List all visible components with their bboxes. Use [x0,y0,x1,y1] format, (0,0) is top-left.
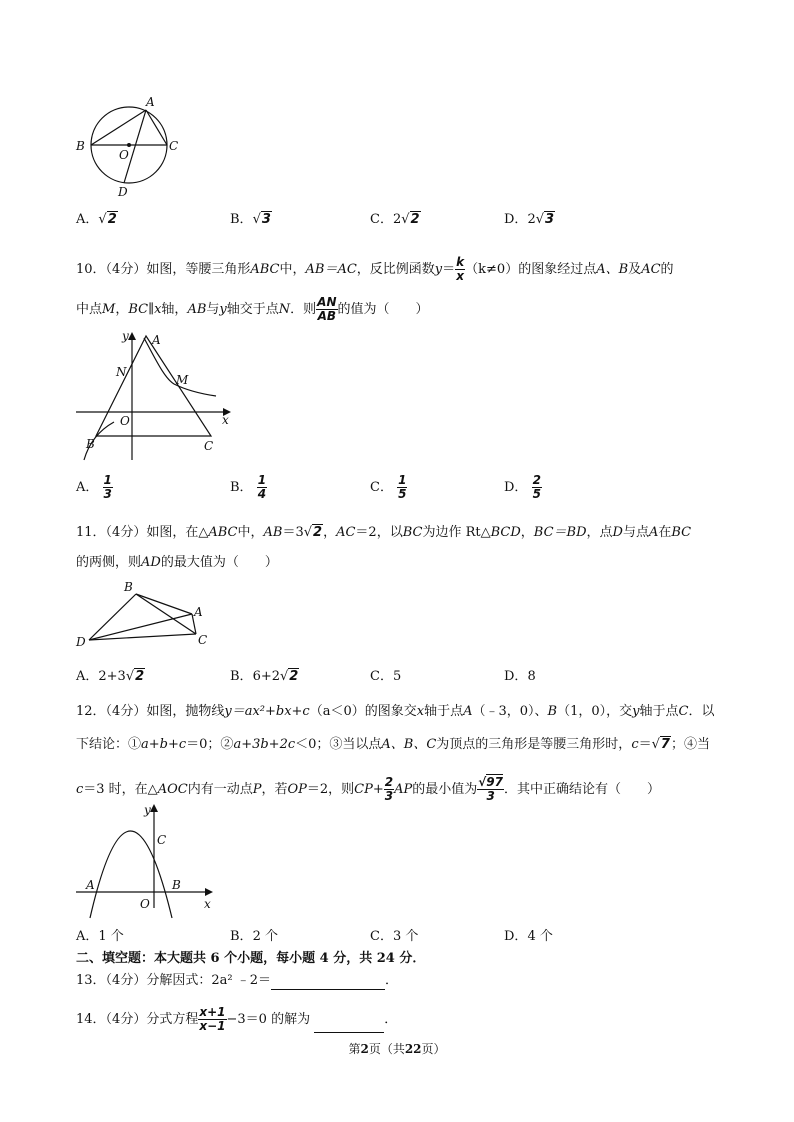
q10-option-d-letter: D． [504,480,528,495]
q11-t21: AD [141,555,161,570]
q11-option-b-rad: 2 [289,669,299,684]
q11-t22: 的最大值为（ ） [160,555,278,570]
q10-t8: （k≠0） [465,262,519,277]
q9-label-o: O [119,148,129,162]
q9-chord-ba [91,110,146,145]
q9-option-b-rad: 3 [261,212,271,227]
q10-t4: AB＝AC [305,262,357,277]
q12-t13: ．以 [688,704,715,719]
q9-option-d [504,211,555,229]
q11-t8: ＝2，以 [355,525,403,540]
q12-line2 [76,736,710,754]
q9-figure [74,92,184,200]
q12-frac-den: 3 [384,789,394,803]
q10-option-a-letter: A． [76,480,99,495]
q10-option-b-num: 1 [257,473,267,487]
q9-label-a: A [146,95,155,109]
q12-option-a-text: 1 个 [98,929,124,944]
q10-func-frac [455,256,465,283]
q12-min-num: √97 [478,775,503,789]
q12-t16: ＝0；② [186,737,234,752]
q10-option-c-frac [397,474,407,501]
q10-t7: ＝ [442,262,456,277]
q12-t2: y＝ax²+bx+c [224,704,310,719]
q11-seg-ba [136,594,192,614]
q12-t4: x [416,704,425,719]
q13-text: 分解因式：2a² ﹣2＝ [146,973,271,988]
footer-page: 2 [360,1042,369,1056]
footer-post: 页） [421,1042,446,1056]
q11-number: 11． [76,525,106,540]
q9-option-b [230,211,272,229]
q11-option-b [230,668,299,686]
q11-t1: 如图，在△ [146,525,209,540]
q10-t14: 中点 [76,302,103,317]
q14-num: x+1 [199,1005,226,1019]
q10-option-d-den: 5 [532,487,541,501]
q12-t1: 如图，抛物线 [146,704,225,719]
q10-option-b-den: 4 [257,487,267,501]
q10-label-m: M [176,373,189,387]
q10-option-c-letter: C． [370,480,393,495]
q9-option-c-sqrt: √2 [401,212,420,227]
q10-t11: 及 [628,262,642,277]
q11-option-b-letter: B． [230,669,253,684]
q10-line2 [76,296,429,323]
q11-t11: BCD [490,525,521,540]
q12-t25: ＝3 时，在△ [83,782,158,797]
q10-t16: ， [115,302,129,317]
q14-answer-blank[interactable] [314,1019,384,1033]
q10-figure [74,326,244,466]
q12-score: （4分） [105,704,147,719]
q11-option-c-text: 5 [392,669,402,684]
q12-label-o: O [140,897,150,911]
q13-score: （4分） [105,973,147,988]
q12-option-c [370,928,418,946]
q10-option-d-frac [532,474,542,501]
q11-t12: ， [520,525,534,540]
q12-t19: A、B、C [381,737,437,752]
q9-chord-ad [124,110,146,183]
q10-t13: 的 [660,262,674,277]
q11-t6: ， [323,525,337,540]
q11-t9: BC [402,525,423,540]
q10-t5: ，反比例函数 [356,262,435,277]
q10-option-c-den: 5 [398,487,407,501]
q12-frac-num: 2 [384,775,394,789]
q10-t18: 轴， [161,302,188,317]
q12-option-d [504,928,553,946]
q11-t20: 的两侧，则 [76,555,142,570]
q14-frac [198,1006,226,1033]
q10-t24: ．则 [290,302,317,317]
q10-number: 10． [76,262,106,277]
q12-t32: CP [354,782,373,797]
q12-option-d-text: 4 个 [527,929,553,944]
page-footer [0,1040,794,1057]
q12-label-a: A [86,878,95,892]
q9-option-c-rad: 2 [410,212,420,227]
q10-t23: N [278,302,291,317]
q11-t2: ABC [208,525,238,540]
q11-t19: BC [671,525,692,540]
q10-ratio-den: AB [317,309,337,323]
q10-t9: 的图象经过点 [518,262,597,277]
q10-t17: BC∥x [128,302,162,317]
q10-option-d-num: 2 [532,473,541,487]
q9-option-b-letter: B． [230,212,253,227]
q12-t20: 为顶点的三角形是等腰三角形时， [436,737,632,752]
q11-option-a [76,668,145,686]
q12-option-c-text: 3 个 [392,929,419,944]
q13-line [76,972,398,990]
q12-option-c-letter: C． [370,929,393,944]
q9-option-d-rad: 3 [545,212,555,227]
q12-t15: a+b+c [141,737,187,752]
q11-line2 [76,554,278,572]
q10-option-b-letter: B． [230,480,253,495]
q12-option-b-letter: B． [230,929,253,944]
q14-line [76,1006,397,1033]
q12-option-a-letter: A． [76,929,99,944]
q10-ratio-num: AN [317,295,337,309]
q12-option-b [230,928,278,946]
q12-t3: （a＜0）的图象交 [309,704,417,719]
q11-option-d-letter: D． [504,669,528,684]
q12-option-b-text: 2 个 [252,929,278,944]
q11-label-a: A [194,605,203,619]
q10-t15: M [102,302,116,317]
q12-option-d-letter: D． [504,929,528,944]
q11-label-c: C [198,633,208,647]
q12-t17: a+3b+2c [233,737,296,752]
q9-chord-ac [146,110,167,145]
q11-option-b-sqrt: √2 [280,669,299,684]
q10-t19: AB [187,302,207,317]
q11-t4: AB [263,525,283,540]
q9-option-b-sqrt: √3 [252,212,271,227]
q11-t17: A [648,525,659,540]
footer-total: 22 [404,1042,422,1056]
q12-t29: ，若 [261,782,288,797]
q12-t22: ＝ [638,737,652,752]
q12-t12: C [678,704,689,719]
q10-label-x: x [222,413,229,427]
q11-line1 [76,524,691,542]
q12-t9: （1，0），交 [557,704,633,719]
q11-figure [74,578,224,650]
q12-t5: 轴于点 [424,704,464,719]
q10-t1: 如图，等腰三角形 [146,262,251,277]
q11-option-d [504,668,536,686]
q12-t36: ．其中正确结论有（ ） [504,782,661,797]
q10-t2: ABC [250,262,280,277]
q11-t16: 与点 [622,525,649,540]
q10-t12: AC [641,262,661,277]
q12-figure [74,804,224,920]
q12-t11: 轴于点 [639,704,679,719]
q12-x-arrow [205,888,213,896]
q10-option-a-num: 1 [103,473,112,487]
q12-t28: P [252,782,262,797]
q11-t10: 为边作 Rt△ [422,525,491,540]
q11-option-b-pre: 6+2 [252,669,280,684]
q10-label-a: A [152,333,161,347]
q9-option-a-letter: A． [76,212,99,227]
q10-score: （4分） [105,262,147,277]
q11-label-b: B [124,580,133,594]
q9-option-c [370,211,421,229]
q9-center-dot [127,143,131,147]
q10-ratio-frac [316,296,337,323]
q11-option-a-sqrt: √2 [125,669,145,684]
q11-option-c-letter: C． [370,669,393,684]
q10-func-num: k [456,255,465,269]
q10-t3: 中， [279,262,306,277]
q11-score: （4分） [105,525,147,540]
q12-number: 12． [76,704,106,719]
q9-option-c-letter: C． [370,212,393,227]
q12-t14: 下结论：① [76,737,142,752]
q10-option-c [370,474,407,501]
q11-option-c [370,668,401,686]
q10-option-a-den: 3 [103,487,112,501]
q10-t21: y [219,302,227,317]
q11-option-a-rad: 2 [135,669,145,684]
q14-pre: 分式方程 [146,1012,199,1027]
q9-option-d-letter: D． [504,212,528,227]
q11-seg-dc [89,634,196,640]
q9-label-c: C [169,139,179,153]
q10-label-c: C [204,439,214,453]
q14-end: ． [384,1012,398,1027]
q9-option-a-sqrt: √2 [98,212,117,227]
q10-option-b [230,474,267,501]
q12-label-x: x [204,897,211,911]
q10-triangle [96,336,211,436]
q9-option-a [76,211,118,229]
q12-label-y: y [144,804,151,817]
q11-seg-da [89,614,192,640]
q10-label-b: B [86,437,95,451]
q12-t23: ；④当 [670,737,710,752]
q14-den: x−1 [199,1019,226,1033]
q9-label-d: D [118,185,128,199]
q11-option-a-pre: 2+3 [98,669,126,684]
q12-t26: AOC [157,782,188,797]
q12-t34: AP [394,782,413,797]
q12-line3 [76,776,660,803]
q13-number: 13． [76,973,106,988]
q10-option-c-num: 1 [398,473,407,487]
q12-y-arrow [150,804,158,812]
q13-answer-blank[interactable] [271,976,385,990]
q9-option-d-sqrt: √3 [535,212,555,227]
q11-t14: ，点 [586,525,613,540]
q12-t24: c [76,782,84,797]
q10-option-a-frac [103,474,113,501]
q12-t35: 的最小值为 [412,782,478,797]
q12-line1 [76,703,714,721]
q11-option-a-letter: A． [76,669,99,684]
q10-t10: A、B [596,262,629,277]
q12-t8: B [547,704,558,719]
q10-y-arrow [128,332,136,340]
q11-t15: D [612,525,623,540]
q12-min-den: 3 [486,789,495,803]
q12-label-c: C [157,833,167,847]
q9-option-a-rad: 2 [107,212,117,227]
q10-t25: 的值为（ ） [337,302,429,317]
footer-pre: 第 [348,1042,361,1056]
q12-label-b: B [172,878,181,892]
q12-t31: ＝2，则 [306,782,355,797]
q12-t27: 内有一动点 [187,782,253,797]
q10-t22: 轴交于点 [226,302,279,317]
q11-t3: 中， [237,525,264,540]
q13-end: ． [384,973,398,988]
q9-option-d-coef: 2 [527,212,536,227]
q12-t30: OP [287,782,307,797]
q11-seg-db [89,594,136,640]
q10-func-den: x [456,269,465,283]
q10-line1 [76,256,674,283]
q12-sqrt7: √7 [651,737,670,752]
q12-t18: ＜0；③当以点 [295,737,382,752]
q11-t7: AC [336,525,356,540]
q9-label-b: B [76,139,85,153]
q10-label-y: y [122,329,129,343]
q12-min-frac [477,776,504,803]
section-heading: 二、填空题：本大题共 6 个小题，每小题 4 分，共 24 分． [76,951,426,966]
q14-score: （4分） [105,1012,147,1027]
q12-t6: A [463,704,473,719]
q12-t21: c [631,737,639,752]
q10-label-o: O [120,414,130,428]
q11-seg-bc [136,594,196,634]
q11-option-d-text: 8 [527,669,536,684]
q14-post: −3＝0 的解为 [226,1012,311,1027]
q10-t6: y [434,262,443,277]
q11-t13: BC＝BD [533,525,587,540]
q10-option-a [76,474,113,501]
q12-t10: y [632,704,640,719]
q11-t5: ＝3 [282,525,304,540]
q11-label-d: D [76,635,86,649]
q11-rad: 2 [313,525,323,540]
q9-option-c-coef: 2 [392,212,402,227]
q12-frac [384,776,394,803]
q10-option-b-frac [257,474,267,501]
q11-sqrt: √2 [303,525,323,540]
q10-option-d [504,474,542,501]
q10-t20: 与 [206,302,220,317]
q12-t33: + [372,782,384,797]
q12-min-rad: 97 [486,775,503,789]
q11-t18: 在 [658,525,672,540]
q12-rad7: 7 [660,737,670,752]
footer-mid: 页（共 [368,1042,405,1056]
q12-option-a [76,928,124,946]
q12-t7: （﹣3，0）、 [472,704,548,719]
q14-number: 14． [76,1012,106,1027]
q10-label-n: N [116,365,127,379]
